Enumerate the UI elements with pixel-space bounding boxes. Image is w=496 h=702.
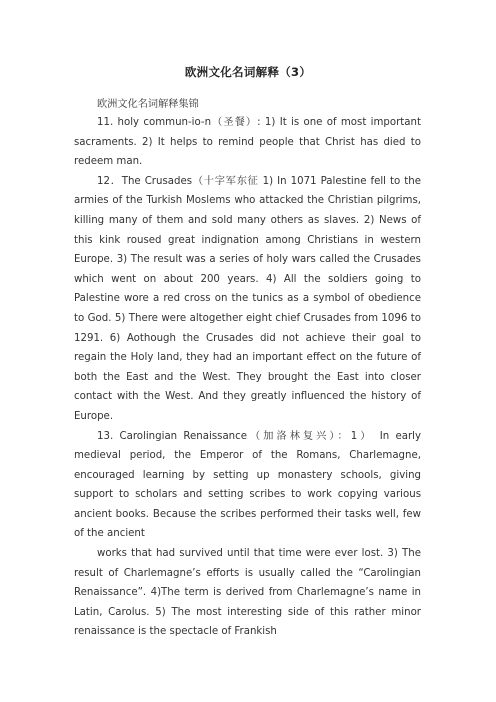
paragraph-continuation: works that had survived until that time were ever lost. 3) The result of Charlemagne’s efforts is usually called the “Carolingian Renaissance”. 4)The term is derived from Charlemagne’s name in Latin, Carolus. 5) The most interesting side of this rather minor renaissance is the spectacle of Frankish bbox=[74, 548, 421, 638]
document-body bbox=[74, 113, 421, 642]
paragraph-carolingian-renaissance: 13. Carolingian Renaissance（加洛林复兴）：1） In early medieval period, the Emperor of the Romans, Charlemagne, encouraged learning by setting up monastery schools, giving support to scholars and setting scribes to work copying various ancient books. Because the scribes performed their tasks well, few of the ancient bbox=[74, 430, 421, 540]
document-subtitle: 欧洲文化名词解释集锦 bbox=[97, 99, 199, 110]
paragraph-crusades: 12．The Crusades（十字军东征 1) In 1071 Palestine fell to the armies of the Turkish Moslems who attacked the Christian pilgrims, killing many of them and sold many others as slaves. 2) News of this kink roused great indignation among Christians in western Europe. 3) The result was a series of holy wars called the Crusades which went on about 200 years. 4) All the soldiers going to Palestine wore a red cross on the tunics as a symbol of obedience to God. 5) There were altogether eight chief Crusades from 1096 to 1291. 6) Aothough the Crusades did not achieve their goal to regain the Holy land, they had an important effect on the future of both the East and the West. They brought the East into closer contact with the West. And they greatly influenced the history of Europe. bbox=[74, 175, 421, 422]
document-title: 欧洲文化名词解释（3） bbox=[184, 65, 312, 79]
paragraph-holy-communion: 11. holy commun-io-n（圣餐）: 1) It is one of most important sacraments. 2) It helps to remind people that Christ has died to redeem man. bbox=[74, 117, 421, 168]
